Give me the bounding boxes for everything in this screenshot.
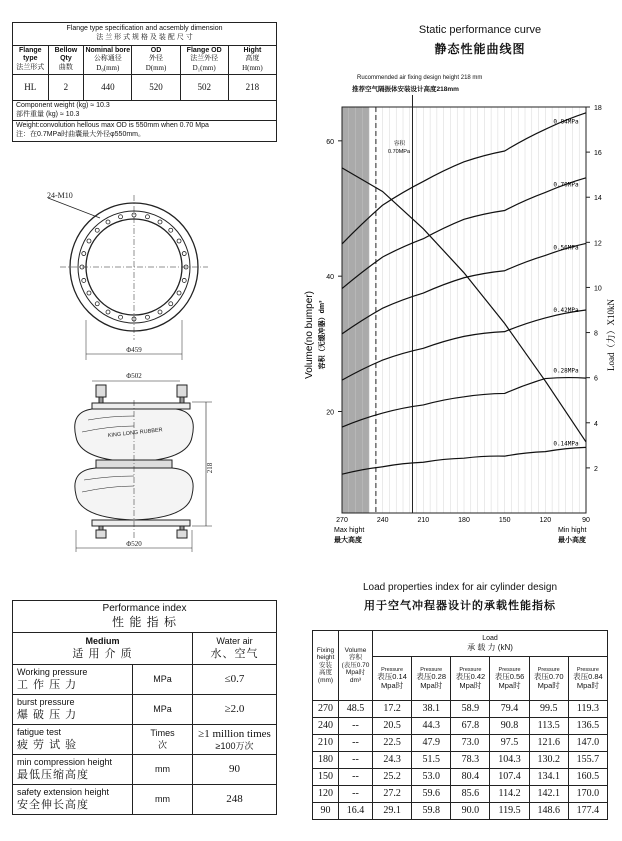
load-cell: 90.0 [451, 803, 490, 820]
pressure-header-cell: Pressure 表压0.14 Mpa时 [373, 657, 412, 701]
pressure-header-cell: Pressure 表压0.42 Mpa时 [451, 657, 490, 701]
load-cell: 97.5 [490, 735, 529, 752]
load-cell: 47.9 [412, 735, 451, 752]
flange-header-cell: Hight 高度 H(mm) [228, 45, 276, 74]
perf-item: fatigue test 疲 劳 试 验 [13, 725, 133, 755]
perf-value: 248 [193, 785, 277, 815]
flange-table-data-row [13, 74, 277, 100]
bolt-hole [119, 215, 123, 219]
fixing-height-header: Fixing height 安装 高度 (mm) [313, 631, 339, 701]
load-cell: 59.8 [412, 803, 451, 820]
flange-header-cell: Nominal bore 公称通径 D₀(mm) [84, 45, 132, 74]
bolt-hole [169, 228, 173, 232]
flange-header-cell: OD 外径 D(mm) [132, 45, 180, 74]
load-cell: 78.3 [451, 752, 490, 769]
max-hight-cn: 最大高度 [334, 537, 362, 544]
brand-label: KING LONG RUBBER [107, 427, 163, 439]
perf-value: ≤0.7 [193, 665, 277, 695]
load-cell: 120 [313, 786, 339, 803]
load-cell: 20.5 [373, 718, 412, 735]
perf-value: ≥1 million times ≥100万次 [193, 725, 277, 755]
dim-218: 218 [206, 462, 214, 474]
chart-grid [342, 95, 586, 513]
load-cell: 160.5 [568, 769, 607, 786]
bolt-hole [95, 228, 99, 232]
curve-title-cn: 静态性能曲线图 [434, 42, 526, 56]
load-cell: 240 [313, 718, 339, 735]
load-row [313, 803, 608, 820]
curve-title-en: Static performance curve [418, 24, 542, 36]
perf-item: burst pressure 爆 破 压 力 [13, 695, 133, 725]
load-cell: 104.3 [490, 752, 529, 769]
x-tick-label: 120 [539, 517, 552, 524]
load-cell: -- [339, 752, 373, 769]
load-cell: 148.6 [529, 803, 568, 820]
load-cell: 107.4 [490, 769, 529, 786]
load-cell: 27.2 [373, 786, 412, 803]
load-cell: 24.3 [373, 752, 412, 769]
y-right-tick-label: 6 [594, 375, 598, 383]
bolt-hole [106, 220, 110, 224]
bolt-hole [158, 310, 162, 314]
bolt-label: 24-M10 [47, 191, 73, 200]
y-right-tick-label: 8 [594, 330, 598, 338]
load-cell: 90.8 [490, 718, 529, 735]
flange-value-cell: 2 [48, 74, 84, 100]
flange-value-cell: HL [13, 74, 49, 100]
x-tick-label: 90 [582, 517, 590, 524]
min-hight-en: Min hight [558, 527, 587, 534]
bolt-hole [87, 291, 91, 295]
load-cell: 114.2 [490, 786, 529, 803]
bolt-hole [87, 239, 91, 243]
load-cell: 177.4 [568, 803, 607, 820]
perf-row [13, 725, 277, 755]
load-cell: 90 [313, 803, 339, 820]
load-cell: 48.5 [339, 701, 373, 718]
x-tick-label: 270 [336, 517, 348, 524]
load-row [313, 718, 608, 735]
x-tick-label: 180 [458, 517, 470, 524]
flange-table-header-row [13, 45, 277, 74]
load-cell: 73.0 [451, 735, 490, 752]
load-cell: 25.2 [373, 769, 412, 786]
load-cell: 134.1 [529, 769, 568, 786]
perf-value: 90 [193, 755, 277, 785]
load-cell: 79.4 [490, 701, 529, 718]
load-cell: 85.6 [451, 786, 490, 803]
load-cell: 29.1 [373, 803, 412, 820]
perf-item: safety extension height 安全伸长高度 [13, 785, 133, 815]
load-cell: 180 [313, 752, 339, 769]
y-right-tick-label: 2 [594, 465, 598, 473]
y-left-tick-label: 60 [326, 138, 334, 146]
perf-item: min compression height 最低压缩高度 [13, 755, 133, 785]
flange-value-cell: 218 [228, 74, 276, 100]
pressure-header-cell: Pressure 表压0.84 Mpa时 [568, 657, 607, 701]
load-cell: 99.5 [529, 701, 568, 718]
min-hight-cn: 最小高度 [558, 537, 586, 544]
load-cell: -- [339, 718, 373, 735]
y-left-tick-label: 20 [326, 409, 334, 417]
load-cell: 142.1 [529, 786, 568, 803]
flange-spec-table [12, 22, 277, 142]
series-label: 0.28MPa [553, 367, 579, 375]
bolt-hole [182, 278, 186, 282]
load-cell: 51.5 [412, 752, 451, 769]
load-row [313, 752, 608, 769]
load-cell: 16.4 [339, 803, 373, 820]
flange-value-cell: 520 [132, 74, 180, 100]
load-header: Load 承 载 力 (kN) [373, 631, 608, 657]
bolt-hole [158, 220, 162, 224]
load-cell: 53.0 [412, 769, 451, 786]
load-cell: -- [339, 735, 373, 752]
perf-row [13, 665, 277, 695]
flange-value-cell: 502 [180, 74, 228, 100]
perf-item: Working pressure 工 作 压 力 [13, 665, 133, 695]
vol-note-1: 容积 [394, 141, 406, 147]
performance-index-table [12, 600, 277, 815]
load-cell: 121.6 [529, 735, 568, 752]
volume-header: Volume 容积 (表压0.70 Mpa时 dm³ [339, 631, 373, 701]
load-title-en: Load properties index for air cylinder design [363, 582, 557, 593]
flange-table-title: Flange type specification and acsembly dimension 法 兰 形 式 规 格 及 装 配 尺 寸 [13, 23, 277, 46]
perf-unit: mm [133, 785, 193, 815]
bolt-hole [95, 302, 99, 306]
series-label: 0.14MPa [553, 440, 579, 448]
x-tick-label: 150 [498, 517, 511, 524]
load-title-cn: 用于空气冲程器设计的承载性能指标 [364, 600, 556, 612]
load-cell: 147.0 [568, 735, 607, 752]
max-hight-en: Max hight [334, 527, 365, 534]
series-label: 0.84MPa [553, 118, 579, 126]
load-cell: 136.5 [568, 718, 607, 735]
y-left-tick-label: 40 [326, 274, 334, 282]
load-cell: 155.7 [568, 752, 607, 769]
flange-header-cell: Flange OD 法兰外径 D₁(mm) [180, 45, 228, 74]
load-row [313, 786, 608, 803]
perf-unit: Times 次 [133, 725, 193, 755]
load-cell: 59.6 [412, 786, 451, 803]
load-cell: 80.4 [451, 769, 490, 786]
dim-459: Φ459 [126, 346, 142, 354]
load-cell: 210 [313, 735, 339, 752]
pressure-header-cell: Pressure 表压0.28 Mpa时 [412, 657, 451, 701]
load-properties-table [312, 630, 608, 820]
bolt-hole [177, 291, 181, 295]
y-right-tick-label: 12 [594, 240, 602, 248]
series-label: 0.70MPa [553, 181, 579, 189]
vol-note-2: 0.70MPa [388, 149, 411, 155]
series-label: 0.56MPa [553, 244, 579, 252]
load-cell: 67.8 [451, 718, 490, 735]
y-left-label-en: Volume(no bumper) [304, 291, 315, 379]
rec-height-cn: 推荐空气隔振体安装设计高度218mm [352, 86, 459, 93]
dim-520: Φ520 [126, 540, 142, 548]
flange-header-cell: Bellow Qty 曲数 [48, 45, 84, 74]
pressure-header-cell: Pressure 表压0.56 Mpa时 [490, 657, 529, 701]
perf-row [13, 785, 277, 815]
load-cell: 119.3 [568, 701, 607, 718]
load-cell: 170.0 [568, 786, 607, 803]
air-spring-drawing [0, 180, 300, 570]
series-label: 0.42MPa [553, 306, 579, 314]
perf-unit: MPa [133, 665, 193, 695]
y-right-tick-label: 4 [594, 420, 598, 428]
load-cell: 22.5 [373, 735, 412, 752]
bolt-hole [82, 278, 86, 282]
bolt-hole [145, 315, 149, 319]
load-row [313, 735, 608, 752]
rec-height-en: Rucommended air fixing design height 218 mm [357, 75, 483, 81]
y-right-tick-label: 14 [594, 195, 602, 203]
flange-note: Weight:convolution hellous max OD is 550mm when 0.70 Mpa 注：在0.7MPa时曲囊最大外径φ550mm。 [13, 121, 277, 142]
load-cell: 270 [313, 701, 339, 718]
load-cell: -- [339, 786, 373, 803]
pressure-header-cell: Pressure 表压0.70 Mpa时 [529, 657, 568, 701]
load-cell: 113.5 [529, 718, 568, 735]
perf-row [13, 695, 277, 725]
bolt-hole [119, 315, 123, 319]
load-cell: 58.9 [451, 701, 490, 718]
perf-value: ≥2.0 [193, 695, 277, 725]
perf-unit: mm [133, 755, 193, 785]
load-cell: 150 [313, 769, 339, 786]
y-right-tick-label: 16 [594, 150, 602, 158]
bolt-hole [82, 252, 86, 256]
load-cell: 38.1 [412, 701, 451, 718]
y-right-tick-label: 18 [594, 105, 602, 112]
bolt-hole [177, 239, 181, 243]
medium-value: Water air 水、空气 [193, 633, 277, 665]
x-tick-label: 210 [417, 517, 430, 524]
medium-cell: Medium 适 用 介 质 [13, 633, 193, 665]
y-left-label-cn: 容积（无缓冲器）dm³ [319, 300, 326, 370]
dim-502: Φ502 [126, 372, 142, 380]
load-cell: 44.3 [412, 718, 451, 735]
bolt-hole [106, 310, 110, 314]
bolt-hole [169, 302, 173, 306]
flange-value-cell: 440 [84, 74, 132, 100]
flange-top-view [48, 195, 208, 340]
perf-table-title: Performance index 性 能 指 标 [13, 601, 277, 633]
y-right-tick-label: 10 [594, 285, 602, 293]
load-cell: 119.5 [490, 803, 529, 820]
load-row [313, 769, 608, 786]
x-tick-label: 240 [376, 517, 389, 524]
component-weight: Component weight (kg) ≈ 10.3 部件重量 (kg) ≈ 10.3 [13, 100, 277, 121]
flange-header-cell: Flange type 法兰形式 [13, 45, 49, 74]
perf-row [13, 755, 277, 785]
y-right-label: Load（力）X10kN [606, 299, 616, 371]
load-row [313, 701, 608, 718]
load-cell: 130.2 [529, 752, 568, 769]
perf-unit: MPa [133, 695, 193, 725]
bolt-hole [182, 252, 186, 256]
bolt-hole [145, 215, 149, 219]
static-performance-chart [290, 95, 622, 555]
load-cell: 17.2 [373, 701, 412, 718]
load-cell: -- [339, 769, 373, 786]
bellows-side-view [75, 372, 212, 552]
